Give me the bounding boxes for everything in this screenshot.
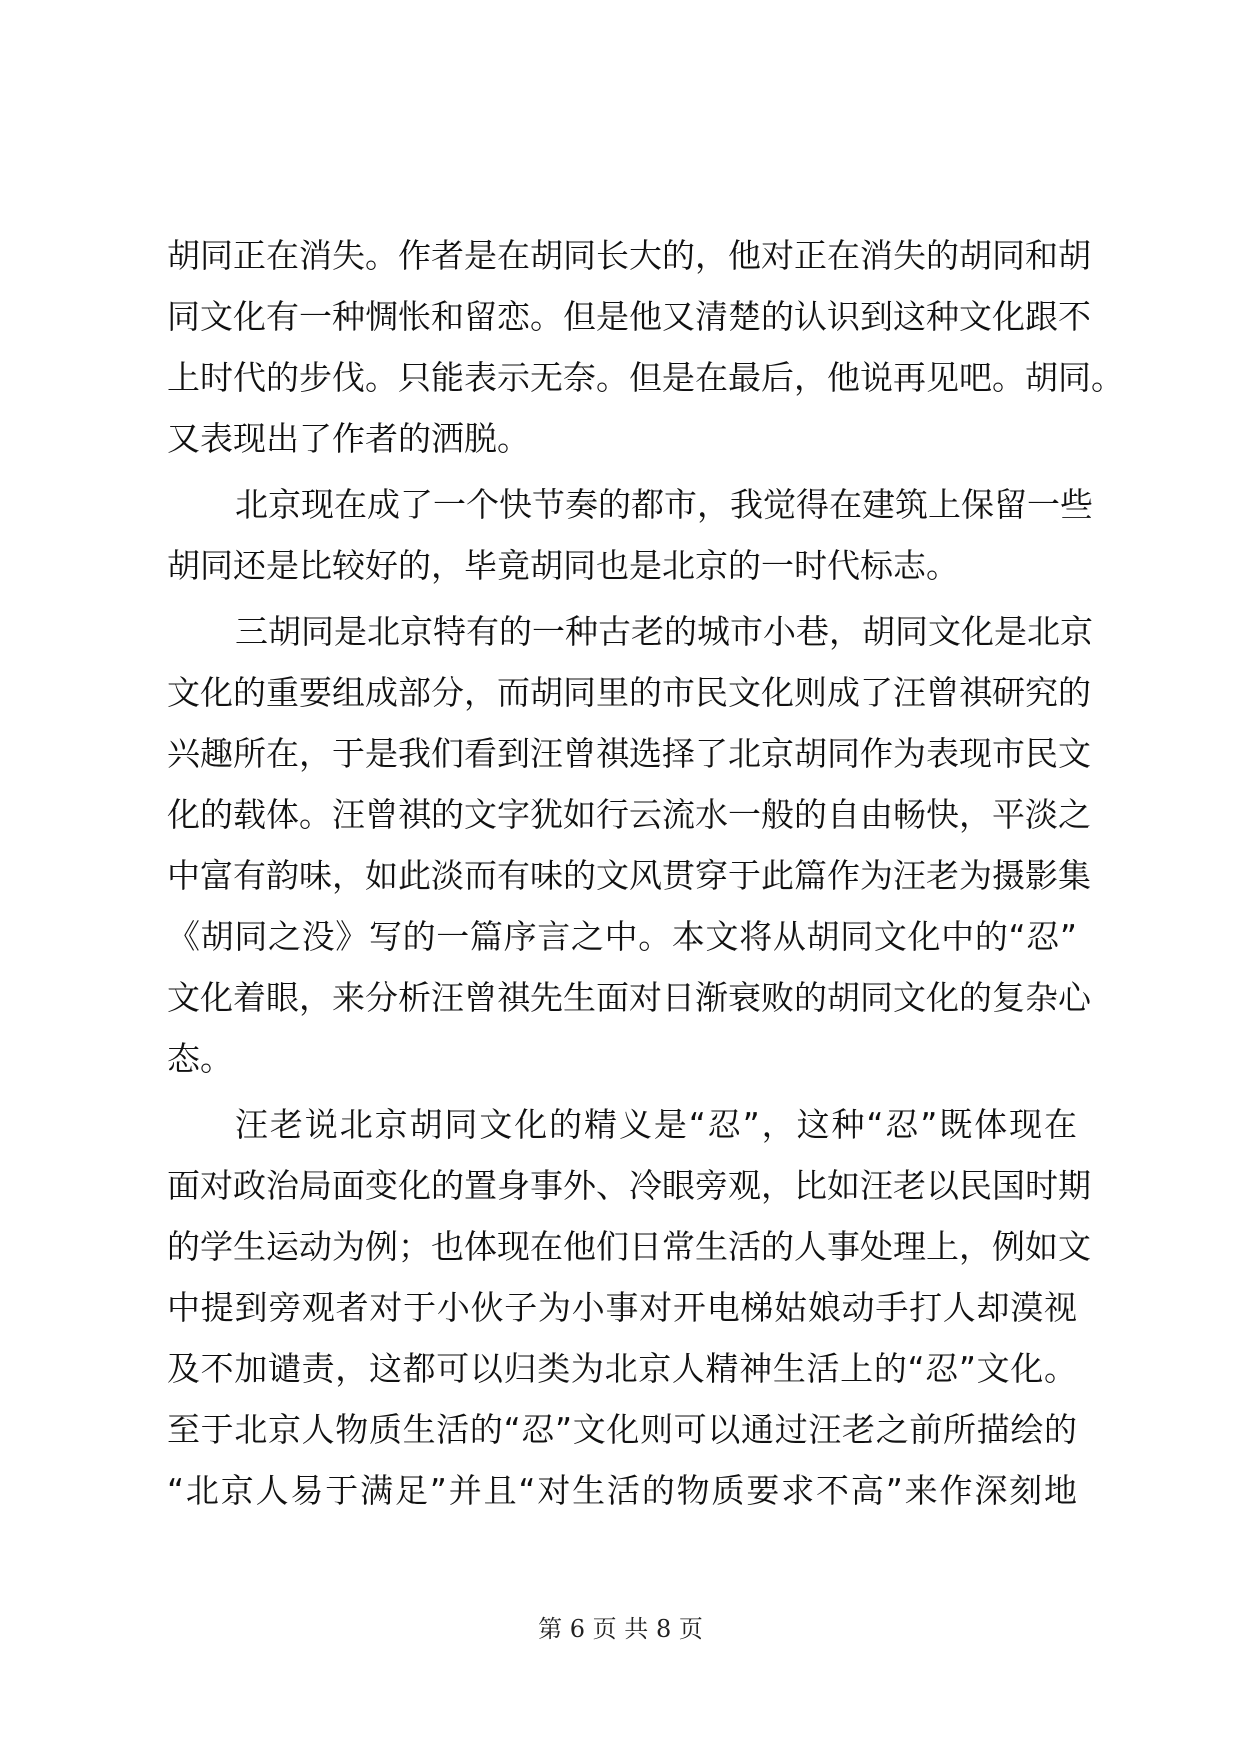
text-line: 胡同还是比较好的，毕竟胡同也是北京的一时代标志。 [167,546,959,585]
text-line: 同文化有一种惆怅和留恋。但是他又清楚的认识到这种文化跟不 [167,297,1091,336]
text-line: 中提到旁观者对于小伙子为小事对开电梯姑娘动手打人却漠视 [167,1288,1077,1327]
text-line: 又表现出了作者的洒脱。 [167,419,530,458]
text-line: 化的载体。汪曾祺的文字犹如行云流水一般的自由畅快，平淡之 [167,795,1091,834]
text-line: “北京人易于满足”并且“对生活的物质要求不高”来作深刻地 [167,1471,1077,1510]
text-line: 的学生运动为例；也体现在他们日常生活的人事处理上，例如文 [167,1227,1091,1266]
text-line: 上时代的步伐。只能表示无奈。但是在最后，他说再见吧。胡同。 [167,358,1124,397]
text-line: 北京现在成了一个快节奏的都市，我觉得在建筑上保留一些 [235,485,1093,524]
text-line: 至于北京人物质生活的“忍”文化则可以通过汪老之前所描绘的 [167,1410,1077,1449]
text-line: 及不加谴责，这都可以归类为北京人精神生活上的“忍”文化。 [167,1349,1077,1388]
body-text [167,225,1124,1521]
text-line: 文化的重要组成部分，而胡同里的市民文化则成了汪曾祺研究的 [167,673,1091,712]
paragraph [167,225,1124,469]
text-line: 《胡同之没》写的一篇序言之中。本文将从胡同文化中的“忍” [167,917,1077,956]
text-line: 三胡同是北京特有的一种古老的城市小巷，胡同文化是北京 [235,612,1093,651]
text-line: 兴趣所在，于是我们看到汪曾祺选择了北京胡同作为表现市民文 [167,734,1091,773]
paragraph [167,1094,1091,1521]
text-line: 面对政治局面变化的置身事外、冷眼旁观，比如汪老以民国时期 [167,1166,1091,1205]
text-line: 汪老说北京胡同文化的精义是“忍”，这种“忍”既体现在 [235,1105,1077,1144]
text-line: 胡同正在消失。作者是在胡同长大的，他对正在消失的胡同和胡 [167,236,1091,275]
paragraph [167,474,1093,596]
text-line: 文化着眼，来分析汪曾祺先生面对日渐衰败的胡同文化的复杂心 [167,978,1091,1017]
text-line: 态。 [167,1039,233,1078]
text-line: 中富有韵味，如此淡而有味的文风贯穿于此篇作为汪老为摄影集 [167,856,1091,895]
paragraph [167,601,1093,1089]
page-footer: 第 6 页 共 8 页 [538,1615,703,1643]
